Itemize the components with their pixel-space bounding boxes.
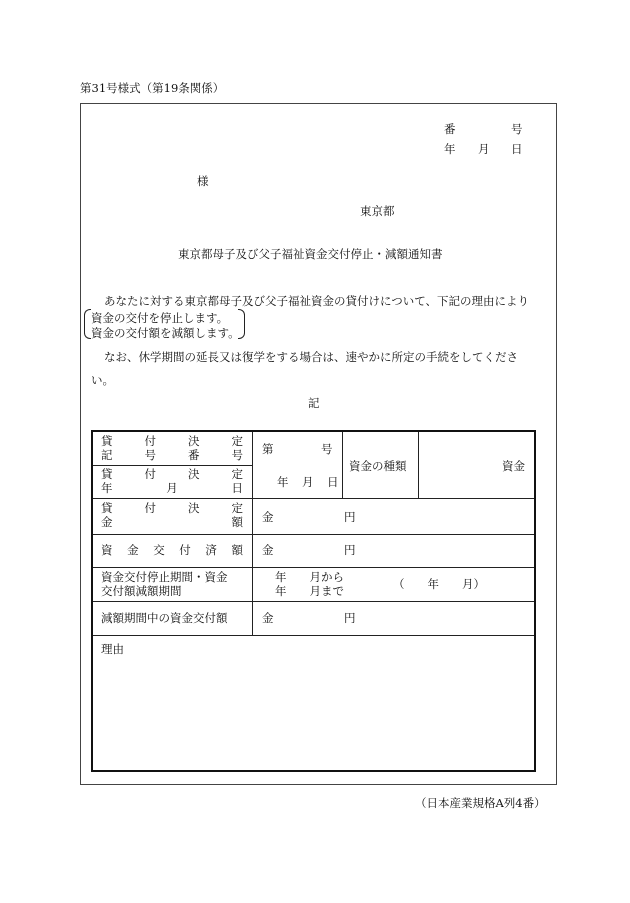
date-month: 月 [478, 142, 490, 156]
row1-gou: 号 [321, 442, 333, 456]
paper-size-note: （日本産業規格A列4番） [415, 796, 546, 810]
row4-kin: 金 [262, 543, 274, 557]
form-number: 第31号様式（第19条関係） [80, 81, 225, 95]
row3-kin: 金 [262, 510, 274, 524]
ki-heading: 記 [308, 396, 320, 410]
right-bracket [238, 309, 245, 339]
row4-label: 資 金 交 付 済 額 [101, 543, 243, 557]
row5-label-a: 資金交付停止期間・資金 [101, 570, 228, 584]
number-gou: 号 [511, 122, 523, 136]
row6-label: 減額期間中の資金交付額 [101, 611, 228, 625]
date-day: 日 [511, 142, 523, 156]
row1-label: 貸 付 決 定 記 号 番 号 [101, 434, 243, 462]
body-line-3: い。 [91, 373, 114, 387]
row3-label: 貸 付 決 定 金 額 [101, 501, 243, 529]
recipient-sama: 様 [197, 174, 209, 188]
issuer: 東京都 [360, 204, 395, 218]
row6-en: 円 [344, 611, 356, 625]
option-reduce: 資金の交付額を減額します。 [91, 326, 240, 340]
body-line-2: なお、休学期間の延長又は復学をする場合は、速やかに所定の手続をしてくださ [104, 350, 518, 364]
number-ban: 番 [444, 122, 456, 136]
document-title: 東京都母子及び父子福祉資金交付停止・減額通知書 [178, 247, 443, 261]
row3-en: 円 [344, 510, 356, 524]
option-stop: 資金の交付を停止します。 [91, 311, 229, 325]
fund-type-value: 資金 [502, 459, 525, 473]
row5-label-b: 交付額減額期間 [101, 584, 182, 598]
row2-date: 年 月 日 [277, 475, 340, 489]
details-table [91, 430, 536, 772]
row5-to: 年 月まで [275, 584, 344, 598]
reason-label: 理由 [101, 642, 124, 656]
row2-label: 貸 付 決 定 年 月 日 [101, 467, 243, 495]
date-year: 年 [444, 142, 456, 156]
row5-from: 年 月から [275, 570, 344, 584]
left-bracket [84, 309, 91, 339]
row5-paren: （ 年 月） [393, 577, 485, 591]
row6-kin: 金 [262, 611, 274, 625]
fund-type-label: 資金の種類 [349, 459, 407, 473]
row1-dai: 第 [262, 442, 274, 456]
body-line-1: あなたに対する東京都母子及び父子福祉資金の貸付けについて、下記の理由により [104, 294, 530, 308]
row4-en: 円 [344, 543, 356, 557]
